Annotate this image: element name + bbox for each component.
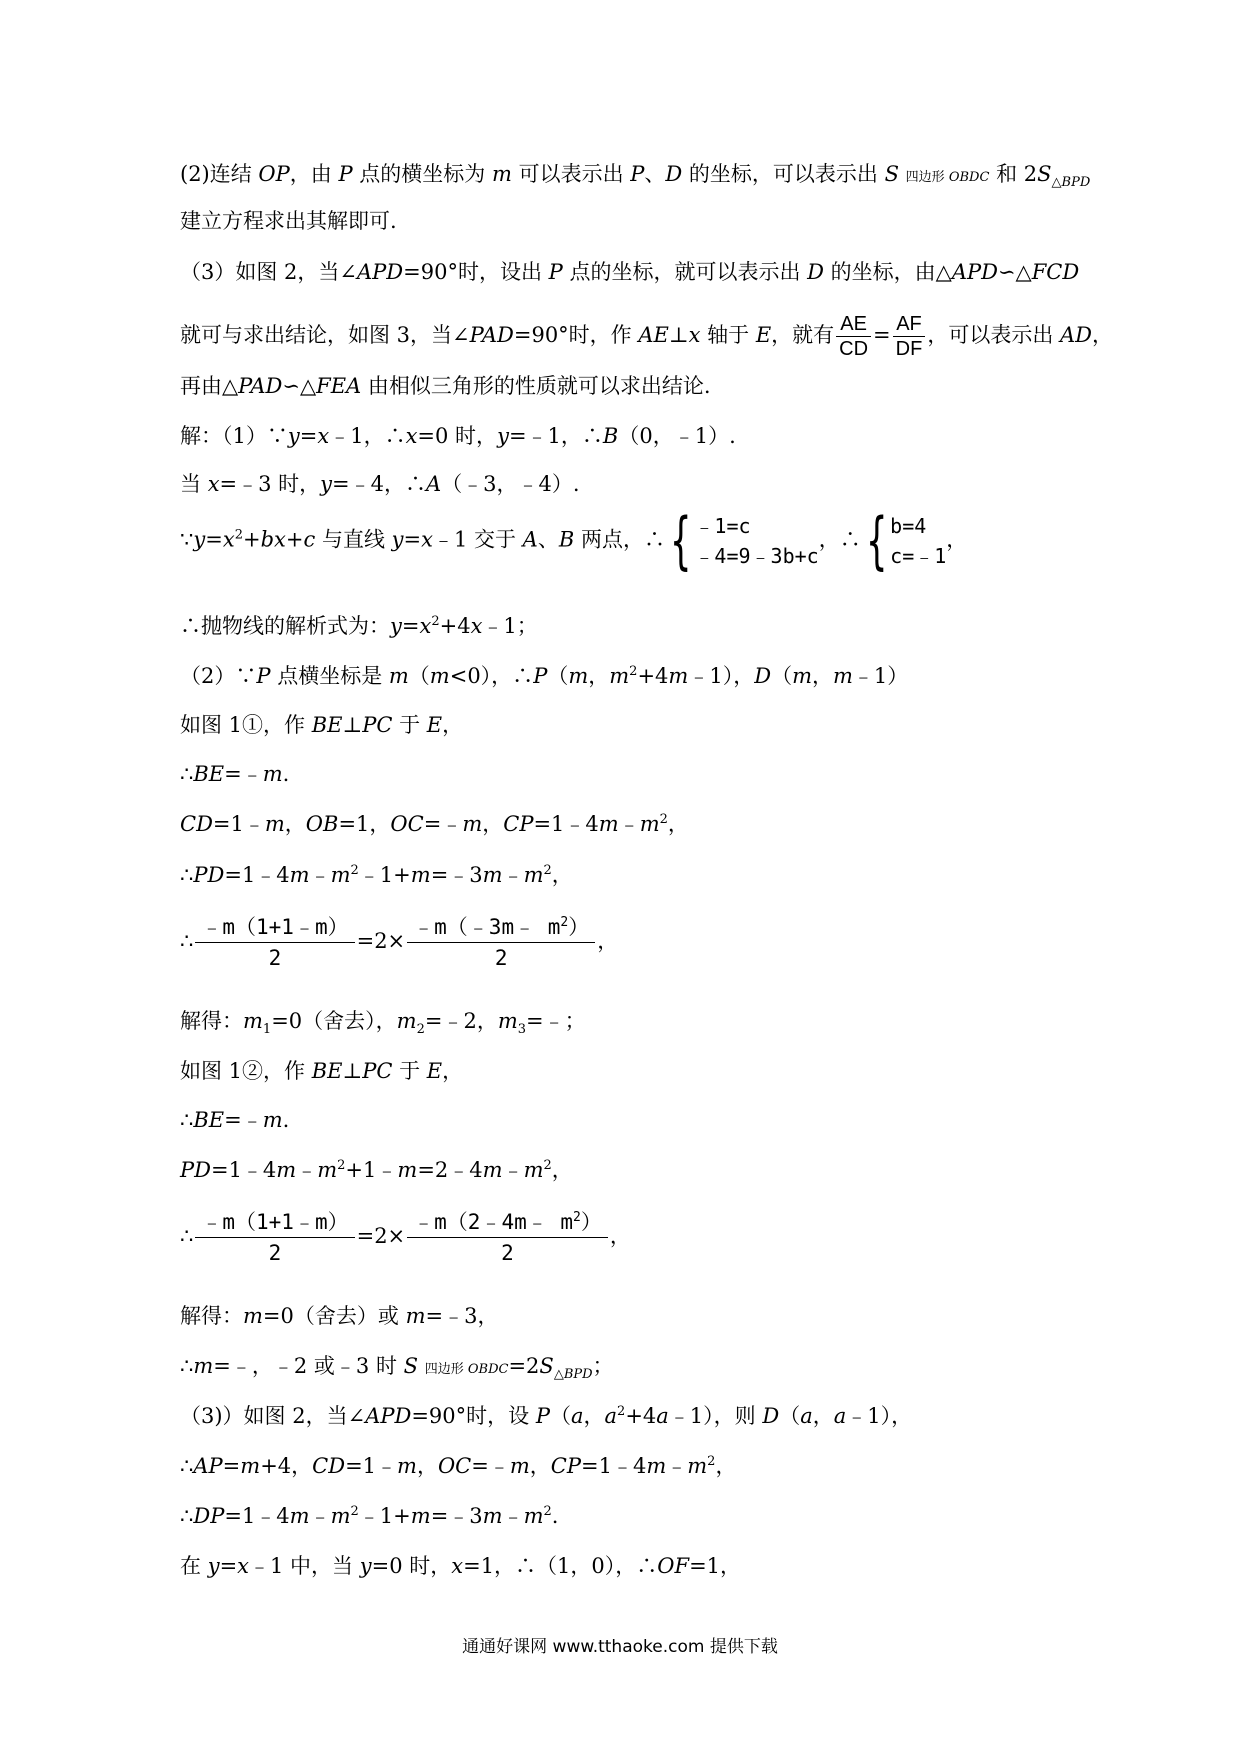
page-footer: 通通好课网 www.tthaoke.com 提供下载 xyxy=(462,1637,778,1657)
solution-line-parabola: ∴抛物线的解析式为：$y=x^2+4x﹣1$； xyxy=(180,614,538,638)
analysis-line-3c: 再由△PAD∽△FEA 由相似三角形的性质就可以求出结论. xyxy=(180,374,711,398)
ratio-fraction-af-df: $\frac{AF}{DF}$ xyxy=(893,312,926,361)
equation-2-left-fraction: $\frac{﹣m(1+1﹣m)}{2}$ xyxy=(195,1207,354,1268)
solution-part2-result-2: 解得：m=0（舍去）或 m=﹣3， xyxy=(180,1304,499,1328)
solution-part2-conclusion: ∴m=﹣，﹣2 或﹣3 时 S 四边形 $OBDC=2S_{\triangle BPD}$； xyxy=(180,1354,614,1383)
solution-part2-line-4: CD=1﹣m，OB=1，OC=﹣m，$CP=1﹣4m﹣m^2$， xyxy=(180,812,689,836)
solution-part2-line-7: ∴BE=﹣m. xyxy=(180,1108,290,1132)
equation-1-right-fraction: $\frac{﹣m(﹣3m﹣ m^2)}{2}$ xyxy=(407,912,595,973)
solution-part2-line-3: ∴BE=﹣m. xyxy=(180,762,290,786)
solution-part2-line-1: （2）∵P 点横坐标是 m（m<0），∴P（m，$m^2+4m﹣1$），D（m，m﹣1） xyxy=(180,664,909,688)
ratio-fraction-ae-cd: $\frac{AE}{CD}$ xyxy=(836,312,871,361)
solution-part2-equation-2: ∴ $\frac{﹣m(1+1﹣m)}{2}$ =2× $\frac{﹣m(2﹣4m﹣ m^2)}{2}$ ， xyxy=(180,1207,631,1268)
solution-part3-line-4: 在 y=x﹣1 中，当 y=0 时，x=1，∴（1，0），∴OF=1， xyxy=(180,1554,742,1578)
solution-part2-equation-1: ∴ $\frac{﹣m(1+1﹣m)}{2}$ =2× $\frac{﹣m(﹣3m﹣ m^2)}{2}$ ， xyxy=(180,912,618,973)
solution-part2-line-5: $\therefore PD=1﹣4m﹣m^2﹣1+m=﹣3m﹣m^2$， xyxy=(180,863,573,887)
equation-system-1: ﹣1=c ﹣4=9﹣3b+c xyxy=(694,514,819,568)
solution-part3-line-3: $\therefore DP=1﹣4m﹣m^2﹣1+m=﹣3m﹣m^2$. xyxy=(180,1504,559,1528)
solution-part3-line-2: ∴AP=m+4，CD=1﹣m，OC=﹣m，$CP=1﹣4m﹣m^2$， xyxy=(180,1454,737,1478)
analysis-line-3a: （3）如图 2，当∠APD=90°时，设出 P 点的坐标，就可以表示出 D 的坐标，由△APD∽△FCD xyxy=(180,260,1080,284)
solution-line-system: $\because y=x^2+bx+c$ 与直线 y=x﹣1 交于 A、B 两点，∴{ ﹣1=c ﹣4=9﹣3b+c ，∴{ b=4 c=﹣1 ， xyxy=(180,504,968,577)
solution-part2-line-6: 如图 1②，作 BE⊥PC 于 E， xyxy=(180,1059,464,1083)
solution-part3-line-1: （3)）如图 2，当∠APD=90°时，设 P（a，$a^2+4a﹣1$），则 D（a，a﹣1）， xyxy=(180,1404,913,1428)
solution-line-2: 当 x=﹣3 时，y=﹣4，∴A（﹣3，﹣4）. xyxy=(180,472,580,496)
solution-part2-line-2: 如图 1①，作 BE⊥PC 于 E， xyxy=(180,713,464,737)
equation-1-left-fraction: $\frac{﹣m(1+1﹣m)}{2}$ xyxy=(195,912,354,973)
analysis-line-3b: 就可与求出结论，如图 3，当∠PAD=90°时，作 AE⊥x 轴于 E，就有 $\frac{AE}{CD}$ = $\frac{AF}{DF}$ ，可以表示出 AD， xyxy=(180,313,1114,360)
solution-part2-line-8: $PD=1﹣4m﹣m^2+1﹣m=2﹣4m﹣m^2$， xyxy=(180,1158,573,1182)
solution-line-1: 解：（1）∵y=x﹣1，∴x=0 时，y=﹣1，∴B（0，﹣1）. xyxy=(180,424,736,448)
analysis-line-2b: 建立方程求出其解即可. xyxy=(180,209,397,233)
equation-system-2: b=4 c=﹣1 xyxy=(890,514,947,568)
analysis-line-2a: (2)连结 OP，由 P 点的横坐标为 m 可以表示出 P、D 的坐标，可以表示出 S 四边形 OBDC 和 $2S_{\triangle BPD}$ xyxy=(180,162,1091,191)
solution-part2-result-1: 解得：$m_1=0$（舍去），$m_2=﹣2$，$m_3=﹣$； xyxy=(180,1009,586,1038)
equation-2-right-fraction: $\frac{﹣m(2﹣4m﹣ m^2)}{2}$ xyxy=(407,1207,608,1268)
